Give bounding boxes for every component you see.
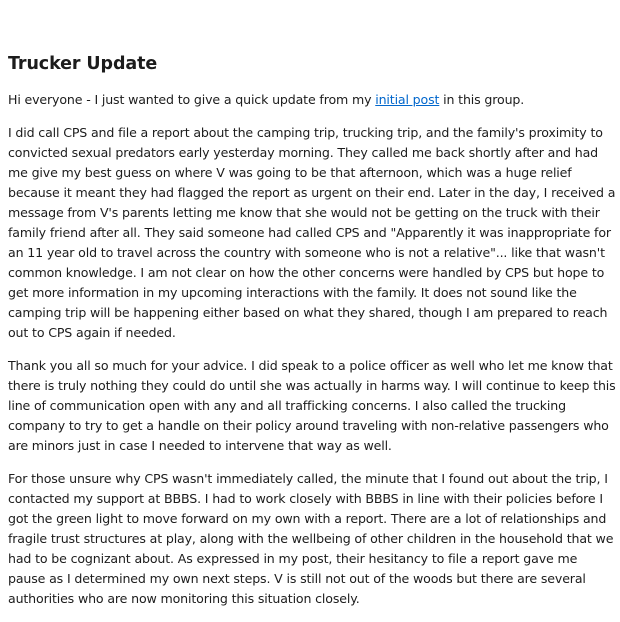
intro-text-before-link: Hi everyone - I just wanted to give a quick update from my [8,92,376,107]
initial-post-link[interactable]: initial post [375,92,440,107]
post-title: Trucker Update [8,54,158,74]
post-intro-paragraph [8,90,616,110]
post-paragraph: For those unsure why CPS wasn't immediately called, the minute that I found out about the trip, I contacted my support at BBBS. I had to work closely with BBBS in line with their policies before I got the green light to move forward on my own with a report. There are a lot of relationships and fragile trust structures at play, along with the wellbeing of other children in the household that we had to be cognizant about. As expressed in my post, their hesitancy to file a report gave me pause as I determined my own next steps. V is still not out of the woods but there are several authorities who are now monitoring this situation closely. [8,471,614,606]
post-paragraph: I did call CPS and file a report about the camping trip, trucking trip, and the family's proximity to convicted sexual predators early yesterday morning. They called me back shortly after and had me give my best guess on where V was going to be that afternoon, which was a huge relief because it meant they had flagged the report as urgent on their end. Later in the day, I received a message from V's parents letting me know that she would not be getting on the truck with their family friend after all. They said someone had called CPS and "Apparently it was inappropriate for an 11 year old to travel across the country with someone who is not a relative"... like that wasn't common knowledge. I am not clear on how the other concerns were handled by CPS but hope to get more information in my upcoming interactions with the family. It does not sound like the camping trip will be happening either based on what they shared, though I am prepared to reach out to CPS again if needed. [8,125,616,340]
post-body [8,90,616,609]
post [8,52,616,622]
intro-text-after-link: in this group. [439,92,525,107]
post-paragraph: Thank you all so much for your advice. I did speak to a police officer as well who let me know that there is truly nothing they could do until she was actually in harms way. I will continue to keep this line of communication open with any and all trafficking concerns. I also called the trucking company to try to get a handle on their policy around traveling with non-relative passengers who are minors just in case I needed to intervene that way as well. [8,358,616,453]
